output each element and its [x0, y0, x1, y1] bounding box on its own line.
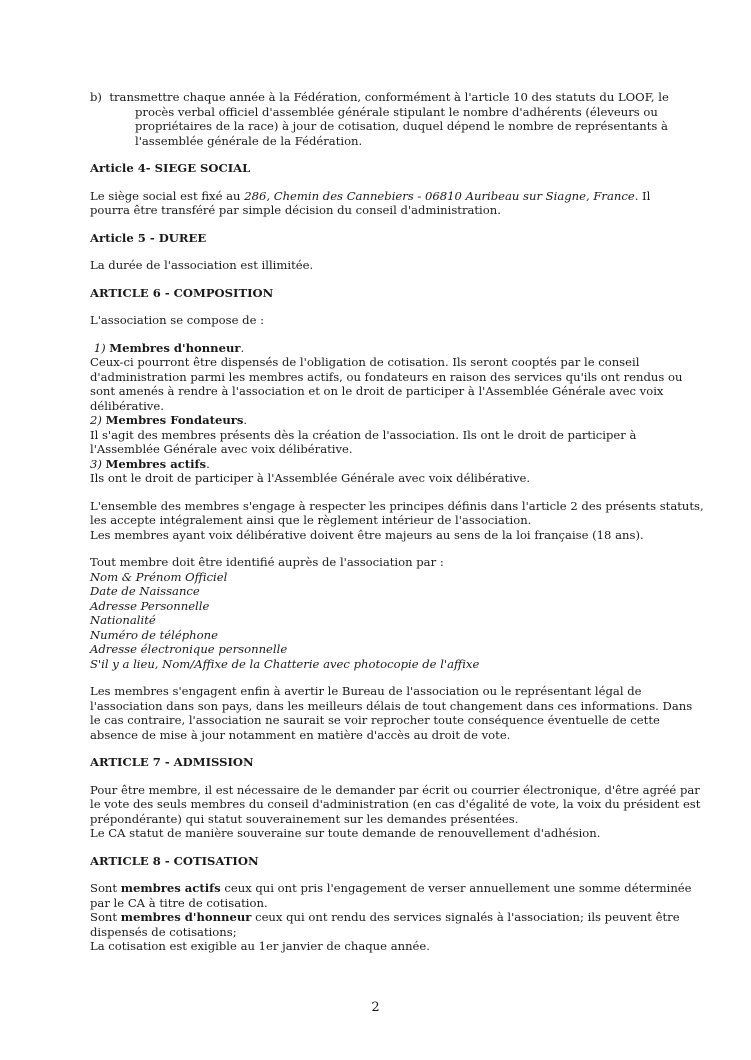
article-7-heading: ARTICLE 7 - ADMISSION	[90, 755, 254, 769]
honor-rest: ceux qui ont rendu des services signalés à l'association; ils peuvent être	[251, 910, 680, 924]
member-honor-title: Membres d'honneur	[109, 340, 241, 355]
article-8-heading: ARTICLE 8 - COTISATION	[90, 853, 259, 868]
page-number: 2	[371, 1000, 380, 1015]
article-7-line-2: le vote des seuls membres du conseil d'administration (en cas d'égalité de vote, la voix du président est	[90, 797, 701, 811]
member-active-number: 3)	[90, 456, 102, 471]
principles-line-1: L'ensemble des membres s'engage à respecter les principes définis dans l'article 2 des présents statuts,	[90, 498, 704, 513]
commitment-line-1: Les membres s'engagent enfin à avertir le Bureau de l'association ou le représentant légal de	[90, 684, 642, 698]
member-founders-line-1: Il s'agit des membres présents dès la création de l'association. Ils ont le droit de participer à	[90, 427, 637, 442]
article-8-honor-line-2: dispensés de cotisations;	[90, 924, 237, 939]
article-6-intro: L'association se compose de :	[90, 313, 265, 327]
principles-line-3: Les membres ayant voix délibérative doivent être majeurs au sens de la loi française (18 ans).	[90, 527, 644, 542]
member-active-line-1: Ils ont le droit de participer à l'Assemblée Générale avec voix délibérative.	[90, 471, 531, 485]
member-active-title: Membres actifs	[105, 456, 207, 471]
article-4-prefix: Le siège social est fixé au	[90, 188, 245, 203]
honor-members-term: membres d'honneur	[120, 910, 252, 924]
item-b-marker: b)	[90, 90, 102, 104]
article-8-active-line-2: par le CA à titre de cotisation.	[90, 895, 268, 910]
item-b	[90, 90, 670, 148]
member-honor-dot: .	[240, 340, 245, 355]
member-honor-line-1: Ceux-ci pourront être dispensés de l'obligation de cotisation. Ils seront cooptés par le conseil	[90, 355, 640, 369]
article-4-heading: Article 4- SIEGE SOCIAL	[90, 161, 251, 175]
identification-item: Date de Naissance	[90, 584, 200, 598]
article-8-text	[90, 881, 692, 954]
member-founders-title-line	[90, 413, 670, 428]
commitment-line-2: l'association dans son pays, dans les meilleurs délais de tout changement dans ces informations. Dans	[90, 698, 693, 713]
commitment-line-3: le cas contraire, l'association ne saurait se voir reprocher toute conséquence éventuelle de cette	[90, 713, 660, 727]
identification-item: Adresse Personnelle	[90, 598, 210, 613]
article-7-line-3: prépondérante) qui statut souverainement sur les demandes présentées.	[90, 811, 519, 826]
article-4-line-1	[90, 189, 670, 204]
item-b-line-3: propriétaires de la race) à jour de cotisation, duquel dépend le nombre de représentants à	[135, 119, 668, 133]
member-categories	[90, 340, 683, 486]
member-honor-title-line	[90, 341, 670, 356]
member-founders-line-2: l'Assemblée Générale avec voix délibérative.	[90, 442, 353, 456]
member-honor-line-2: d'administration parmi les membres actifs, ou fondateurs en raison des services qu'ils ont rendus ou	[90, 369, 683, 384]
commitment-paragraph	[90, 684, 693, 742]
identification-item: Numéro de téléphone	[90, 627, 218, 642]
member-honor-line-3: sont amenés à rendre à l'association et on le droit de participer à l'Assemblée Générale avec voix	[90, 384, 664, 398]
identification-item: Nationalité	[90, 613, 156, 627]
member-honor-number: 1)	[93, 340, 106, 355]
article-8-honor-line-1	[90, 910, 680, 925]
article-7-line-1: Pour être membre, il est nécessaire de le demander par écrit ou courrier électronique, d'être agréé par	[90, 782, 700, 797]
member-founders-number: 2)	[90, 413, 102, 427]
identification-item: Adresse électronique personnelle	[90, 642, 288, 656]
member-active-dot: .	[206, 456, 210, 471]
article-6-heading: ARTICLE 6 - COMPOSITION	[90, 285, 274, 300]
article-5-heading: Article 5 - DUREE	[90, 230, 207, 245]
identification-item: Nom & Prénom Officiel	[90, 569, 228, 584]
item-b-text-1: transmettre chaque année à la Fédération, conformément à l'article 10 des statuts du LOOF, le	[109, 90, 669, 104]
article-4-suffix: . Il	[634, 188, 651, 203]
member-active-title-line	[90, 457, 670, 472]
member-honor-line-4: délibérative.	[90, 398, 164, 413]
identification-item: S'il y a lieu, Nom/Affixe de la Chatterie avec photocopie de l'affixe	[90, 656, 480, 671]
item-b-line-2: procès verbal officiel d'assemblée générale stipulant le nombre d'adhérents (éleveurs ou	[135, 104, 658, 119]
article-7-text	[90, 782, 701, 841]
item-b-line-4: l'assemblée générale de la Fédération.	[135, 133, 363, 148]
identification-block	[90, 555, 670, 671]
member-founders-title: Membres Fondateurs	[105, 413, 244, 427]
honor-prefix: Sont	[90, 910, 121, 924]
article-8-active-line-1	[90, 881, 692, 896]
article-4-text	[90, 189, 670, 218]
head-office-address: 286, Chemin des Cannebiers - 06810 Auribeau sur Siagne, France	[244, 188, 635, 203]
active-members-term: membres actifs	[120, 881, 221, 895]
item-b-line-1	[90, 90, 670, 105]
identification-intro: Tout membre doit être identifié auprès de l'association par :	[90, 555, 444, 569]
commitment-line-4: absence de mise à jour notamment en matière d'accès au droit de vote.	[90, 727, 511, 742]
article-4-line-2: pourra être transféré par simple décision du conseil d'administration.	[90, 203, 501, 217]
principles-paragraph	[90, 498, 704, 543]
article-8-due-line: La cotisation est exigible au 1er janvier de chaque année.	[90, 939, 430, 953]
principles-line-2: les accepte intégralement ainsi que le règlement intérieur de l'association.	[90, 513, 532, 527]
article-5-text: La durée de l'association est illimitée.	[90, 258, 314, 272]
member-founders-dot: .	[243, 413, 248, 427]
article-7-line-4: Le CA statut de manière souveraine sur toute demande de renouvellement d'adhésion.	[90, 826, 601, 840]
page-content	[90, 90, 704, 967]
active-prefix: Sont	[90, 881, 121, 895]
active-rest: ceux qui ont pris l'engagement de verser annuellement une somme déterminée	[220, 881, 692, 895]
